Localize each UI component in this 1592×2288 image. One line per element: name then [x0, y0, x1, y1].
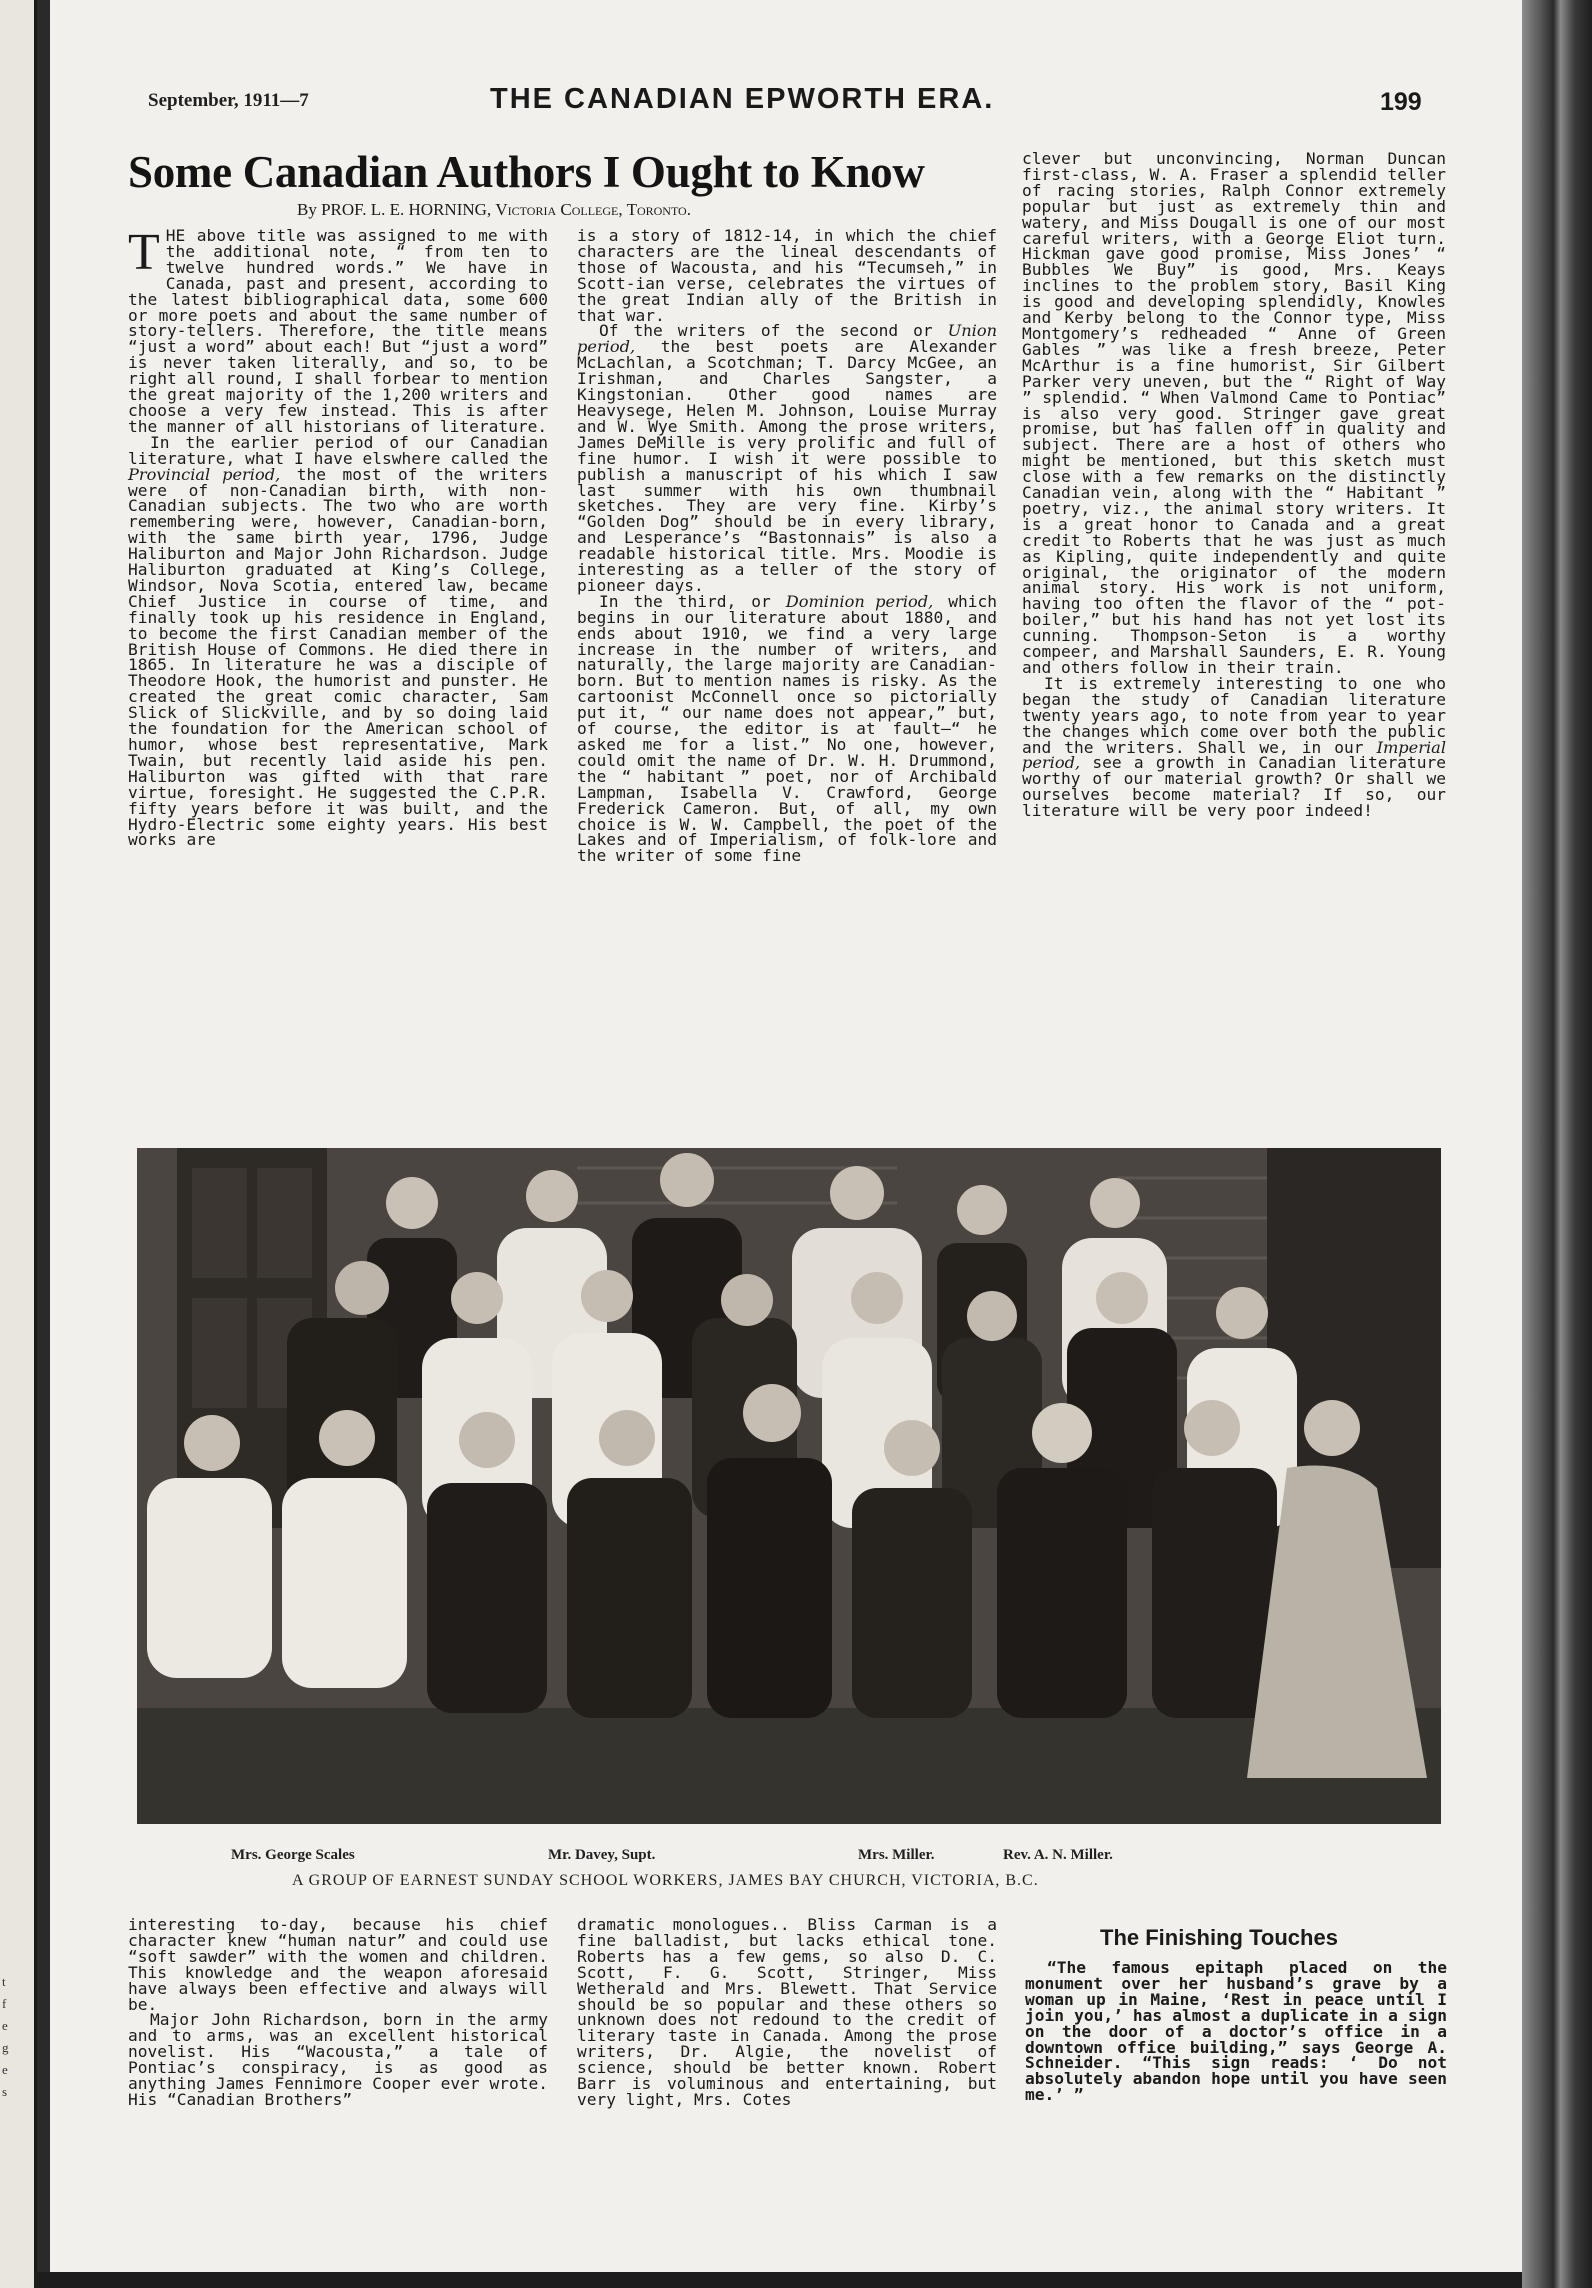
photo-name: Mr. Davey, Supt.: [548, 1847, 656, 1863]
author: By PROF. L. E. HORNING,: [297, 200, 492, 219]
margin-fragment: s: [2, 2084, 8, 2099]
photo-illustration: [137, 1148, 1441, 1824]
article-title: Some Canadian Authors I Ought to Know: [128, 147, 925, 197]
paragraph: THE above title was assigned to me with the additional note, “ from ten to twelve hundred words.” We have in Canada, past and present, according to the latest bibliographical data, some 600 or more poets and about the same number of story-tellers. Therefore, the title means “just a word” about each! But “just a word” is never taken literally, and so, to be right all round, I shall forbear to mention the great majority of the 1,200 writers and choose a very few instead. This is after the manner of all historians of literature.: [128, 224, 548, 436]
paragraph: Of the writers of the second or Union period, the best poets are Alexander McLachlan, a Scotchman; T. Darcy McGee, an Irishman, and Charles Sangster, a Kingstonian. Other good names are Heavysege, Helen M. Johnson, Louise Murray and W. Wye Smith. Among the prose writers, James DeMille is very prolific and full of fine humor. I wish it were possible to publish a manuscript of his which I saw last summer with his own thumbnail sketches. They are very fine. Kirby’s “Golden Dog” should be in every library, and Lesperance’s “Bastonnais” is also a readable historical title. Mrs. Moodie is interesting as a teller of the story of pioneer days.: [577, 321, 997, 595]
photo-name: Rev. A. N. Miller.: [1003, 1847, 1113, 1863]
period-name: Union period,: [577, 321, 997, 357]
article-column-4: [128, 1917, 548, 2108]
photo-name: Mrs. George Scales: [231, 1847, 355, 1863]
article-column-2: [577, 228, 997, 864]
paragraph: In the third, or Dominion period, which begins in our literature about 1880, and ends about 1910, we find a very large increase in the number of writers, and naturally, the large majority are Canadian-born. But to mention names is risky. As the cartoonist McConnell once so pictorially put it, “ our name does not appear,” but, of course, the editor is at fault—“ he asked me for a list.” No one, however, could omit the name of Dr. W. H. Drummond, the “ habitant ” poet, nor of Archibald Lampman, Isabella V. Crawford, George Frederick Cameron. But, of all, my own choice is W. W. Campbell, the poet of the Lakes and of Imperialism, of folk-lore and the writer of some fine: [577, 591, 998, 866]
paragraph: It is extremely interesting to one who began the study of Canadian literature twenty years ago, to note from year to year the changes which come over both the public and the writers. Shall we, in our Imperial period, see a growth in Canadian literature worthy of our material growth? Or shall we ourselves become material? If so, our literature will be very poor indeed!: [1022, 673, 1446, 821]
article-column-1: [128, 224, 549, 850]
drop-cap: T: [128, 224, 160, 281]
paragraph: interesting to-day, because his chief character knew “human natur” and could use “soft sawder” with the women and children. This knowledge and the weapon aforesaid have always been effective and always will be.: [128, 1915, 548, 2014]
byline: [297, 200, 691, 220]
page-number: 199: [1380, 88, 1422, 116]
author-institution: Victoria College, Toronto.: [495, 200, 691, 219]
period-name: Imperial period,: [1022, 737, 1446, 773]
margin-fragment: e: [2, 2018, 8, 2033]
margin-fragment: g: [2, 2040, 9, 2055]
paragraph: clever but unconvincing, Norman Duncan first-class, W. A. Fraser a splendid teller of racing stories, Ralph Connor extremely popular but just as extremely thin and watery, and Miss Dougall is one of our most careful writers, with a George Eliot turn. Hickman gave good promise, Miss Jones’ “ Bubbles We Buy” is good, Mrs. Keays inclines to the problem story, Basil King is good and developing splendidly, Knowles and Kerby belong to the Connor type, Miss Montgomery’s redheaded “ Anne of Green Gables ” was like a fresh breeze, Peter McArthur is a fine humorist, Sir Gilbert Parker very uneven, but the “ Right of Way ” splendid. “ When Valmond Came to Pontiac” is also very good. Stringer gave great promise, but has fallen off in quality and subject. There are a host of others who might be mentioned, but this sketch must close with a few remarks on the distinctly Canadian vein, along with the “ Habitant ” poetry, viz., the animal story writers. It is a great honor to Canada and a great credit to Roberts that he was just as much as Kipling, quite independently and quite original, the originator of the modern animal story. His work is not uniform, having too often the flavor of the “ pot-boiler,” but his hand has not yet lost its cunning. Thompson-Seton is a worthy compeer, and Marshall Saunders, E. R. Young and others follow in their train.: [1022, 149, 1446, 677]
margin-fragment: t: [2, 1974, 6, 1989]
paragraph: In the earlier period of our Canadian literature, what I have elswhere called the Provincial period, the most of the writers were of non-Canadian birth, with non-Canadian subjects. The two who are worth remembering were, however, Canadian-born, with the same birth year, 1796, Judge Haliburton and Major John Richardson. Judge Haliburton graduated at King’s College, Windsor, Nova Scotia, entered law, became Chief Justice in course of time, and finally took up his residence in England, to become the first Canadian member of the British House of Commons. He died there in 1865. In literature he was a disciple of Theodore Hook, the humorist and punster. He created the great comic character, Sam Slick of Slickville, and by so doing laid the foundation for the American school of humor, whose best representative, Mark Twain, but recently laid aside his pen. Haliburton was gifted with that rare virtue, foresight. He suggested the C.P.R. fifty years before it was built, and the Hydro-Electric some eighty years. His best works are: [128, 432, 549, 850]
article-column-3: [1022, 151, 1446, 819]
photo-name-labels: [0, 1847, 1592, 1867]
photo-caption: A GROUP OF EARNEST SUNDAY SCHOOL WORKERS, JAMES BAY CHURCH, VICTORIA, B.C.: [292, 1872, 1039, 1889]
margin-fragment: e: [2, 2062, 8, 2077]
paragraph: Major John Richardson, born in the army and to arms, was an excellent historical novelist. His “Wacousta,” a tale of Pontiac’s conspiracy, is as good as anything James Fennimore Cooper ever wrote. His “Canadian Brothers”: [128, 2010, 548, 2109]
scan-edge: [34, 2272, 1522, 2288]
book-spine: [1522, 0, 1592, 2288]
issue-date: September, 1911—7: [148, 90, 309, 111]
period-name: Dominion period,: [785, 591, 934, 611]
magazine-title: THE CANADIAN EPWORTH ERA.: [490, 83, 995, 115]
sidebar-text: [1025, 1960, 1447, 2103]
article-column-5: [577, 1917, 997, 2108]
photo-name: Mrs. Miller.: [858, 1847, 935, 1863]
margin-fragment: f: [2, 1996, 7, 2011]
group-photograph: [137, 1148, 1441, 1824]
previous-page-edge: [0, 0, 37, 2288]
period-name: Provincial period,: [128, 464, 281, 484]
sidebar-heading: The Finishing Touches: [1100, 1925, 1338, 1950]
paragraph: dramatic monologues.. Bliss Carman is a fine balladist, but lacks ethical tone. Roberts has a few gems, so also D. C. Scott, F. G. Scott, Stringer, Miss Wetherald and Mrs. Blewett. That Service should be so popular and these others so unknown does not redound to the credit of literary taste in Canada. Among the prose writers, Dr. Algie, the novelist of science, should be better known. Robert Barr is voluminous and entertaining, but very light, Mrs. Cotes: [577, 1915, 997, 2109]
paragraph: “The famous epitaph placed on the monument over her husband’s grave by a woman up in Maine, ‘Rest in peace until I join you,’ has almost a duplicate in a sign on the door of a doctor’s office in a downtown office building,” says George A. Schneider. “This sign reads: ‘ Do not absolutely abandon hope until you have seen me.’ ”: [1025, 1958, 1447, 2105]
paragraph: is a story of 1812-14, in which the chief characters are the lineal descendants of those of Wacousta, and his “Tecumseh,” in Scott-ian verse, celebrates the virtues of the great Indian ally of the British in that war.: [577, 226, 997, 325]
